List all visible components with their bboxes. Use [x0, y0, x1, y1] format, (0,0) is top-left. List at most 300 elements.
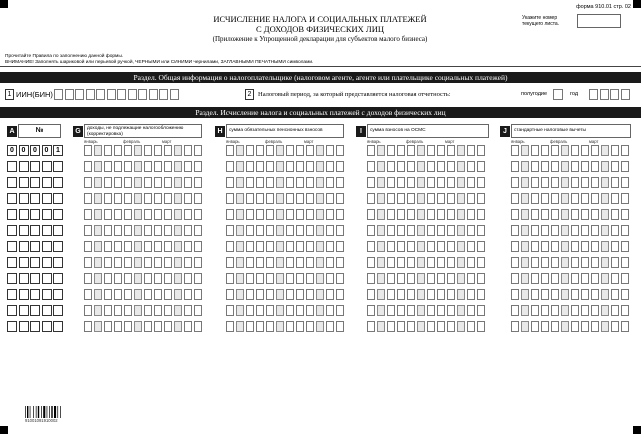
amount-cell[interactable]	[104, 289, 112, 300]
amount-cell[interactable]	[134, 289, 142, 300]
amount-cell[interactable]	[276, 257, 284, 268]
amount-cell[interactable]	[601, 209, 609, 220]
amount-cell[interactable]	[457, 257, 465, 268]
row-number-cell[interactable]	[42, 161, 52, 172]
amount-cell[interactable]	[154, 289, 162, 300]
amount-cell[interactable]	[541, 209, 549, 220]
amount-cell[interactable]	[286, 257, 294, 268]
row-number-cell[interactable]	[19, 257, 29, 268]
amount-cell[interactable]	[561, 241, 569, 252]
amount-cell[interactable]	[447, 177, 455, 188]
amount-cell[interactable]	[367, 289, 375, 300]
amount-cell[interactable]	[134, 273, 142, 284]
iin-digit-cell[interactable]	[128, 89, 137, 100]
amount-cell[interactable]	[174, 257, 182, 268]
amount-cell[interactable]	[174, 321, 182, 332]
amount-cell[interactable]	[367, 225, 375, 236]
year-digit-cell[interactable]	[600, 89, 609, 100]
amount-cell[interactable]	[521, 177, 529, 188]
row-number-cell[interactable]	[53, 177, 63, 188]
amount-cell[interactable]	[457, 161, 465, 172]
amount-cell[interactable]	[437, 305, 445, 316]
amount-cell[interactable]	[246, 225, 254, 236]
amount-cell[interactable]	[124, 225, 132, 236]
amount-cell[interactable]	[601, 177, 609, 188]
amount-cell[interactable]	[511, 225, 519, 236]
amount-cell[interactable]	[336, 289, 344, 300]
amount-cell[interactable]	[114, 177, 122, 188]
row-number-cell[interactable]	[19, 209, 29, 220]
row-number-cell[interactable]	[53, 305, 63, 316]
amount-cell[interactable]	[246, 289, 254, 300]
amount-cell[interactable]	[286, 161, 294, 172]
amount-cell[interactable]	[367, 305, 375, 316]
amount-cell[interactable]	[437, 193, 445, 204]
row-number-cell[interactable]	[30, 177, 40, 188]
amount-cell[interactable]	[467, 273, 475, 284]
amount-cell[interactable]	[407, 209, 415, 220]
amount-cell[interactable]	[134, 225, 142, 236]
amount-cell[interactable]	[621, 161, 629, 172]
amount-cell[interactable]	[367, 193, 375, 204]
amount-cell[interactable]	[276, 289, 284, 300]
amount-cell[interactable]	[326, 273, 334, 284]
amount-cell[interactable]	[276, 321, 284, 332]
amount-cell[interactable]	[581, 321, 589, 332]
amount-cell[interactable]	[377, 241, 385, 252]
amount-cell[interactable]	[601, 241, 609, 252]
amount-cell[interactable]	[226, 193, 234, 204]
amount-cell[interactable]	[477, 273, 485, 284]
amount-cell[interactable]	[296, 193, 304, 204]
amount-cell[interactable]	[94, 161, 102, 172]
amount-cell[interactable]	[457, 209, 465, 220]
amount-cell[interactable]	[521, 161, 529, 172]
amount-cell[interactable]	[184, 289, 192, 300]
amount-cell[interactable]	[114, 257, 122, 268]
amount-cell[interactable]	[427, 161, 435, 172]
amount-cell[interactable]	[571, 193, 579, 204]
amount-cell[interactable]	[104, 273, 112, 284]
row-number-cell[interactable]	[7, 321, 17, 332]
amount-cell[interactable]	[601, 273, 609, 284]
amount-cell[interactable]	[561, 161, 569, 172]
amount-cell[interactable]	[387, 321, 395, 332]
amount-cell[interactable]	[266, 193, 274, 204]
amount-cell[interactable]	[246, 257, 254, 268]
amount-cell[interactable]	[246, 161, 254, 172]
amount-cell[interactable]	[447, 193, 455, 204]
amount-cell[interactable]	[276, 241, 284, 252]
amount-cell[interactable]	[621, 305, 629, 316]
amount-cell[interactable]	[184, 225, 192, 236]
amount-cell[interactable]	[94, 177, 102, 188]
amount-cell[interactable]	[276, 305, 284, 316]
amount-cell[interactable]	[286, 241, 294, 252]
amount-cell[interactable]	[276, 273, 284, 284]
amount-cell[interactable]	[611, 177, 619, 188]
amount-cell[interactable]	[124, 241, 132, 252]
amount-cell[interactable]	[114, 209, 122, 220]
amount-cell[interactable]	[164, 273, 172, 284]
amount-cell[interactable]	[174, 177, 182, 188]
amount-cell[interactable]	[296, 145, 304, 156]
amount-cell[interactable]	[407, 273, 415, 284]
amount-cell[interactable]	[601, 257, 609, 268]
amount-cell[interactable]	[457, 193, 465, 204]
amount-cell[interactable]	[256, 193, 264, 204]
amount-cell[interactable]	[561, 257, 569, 268]
amount-cell[interactable]	[427, 193, 435, 204]
amount-cell[interactable]	[467, 193, 475, 204]
amount-cell[interactable]	[447, 209, 455, 220]
amount-cell[interactable]	[541, 257, 549, 268]
row-number-cell[interactable]	[42, 225, 52, 236]
amount-cell[interactable]	[246, 177, 254, 188]
amount-cell[interactable]	[164, 225, 172, 236]
amount-cell[interactable]	[571, 225, 579, 236]
amount-cell[interactable]	[194, 193, 202, 204]
amount-cell[interactable]	[427, 145, 435, 156]
amount-cell[interactable]	[84, 273, 92, 284]
amount-cell[interactable]	[316, 145, 324, 156]
row-number-cell[interactable]: 0	[7, 145, 17, 156]
amount-cell[interactable]	[511, 289, 519, 300]
amount-cell[interactable]	[541, 241, 549, 252]
amount-cell[interactable]	[457, 273, 465, 284]
amount-cell[interactable]	[581, 225, 589, 236]
amount-cell[interactable]	[377, 209, 385, 220]
amount-cell[interactable]	[154, 161, 162, 172]
amount-cell[interactable]	[551, 161, 559, 172]
amount-cell[interactable]	[447, 305, 455, 316]
amount-cell[interactable]	[621, 209, 629, 220]
amount-cell[interactable]	[296, 161, 304, 172]
iin-digit-cell[interactable]	[54, 89, 63, 100]
half-year-field[interactable]	[553, 89, 563, 100]
row-number-cell[interactable]	[19, 289, 29, 300]
amount-cell[interactable]	[591, 257, 599, 268]
amount-cell[interactable]	[571, 209, 579, 220]
amount-cell[interactable]	[286, 321, 294, 332]
amount-cell[interactable]	[561, 305, 569, 316]
amount-cell[interactable]	[326, 305, 334, 316]
amount-cell[interactable]	[94, 209, 102, 220]
amount-cell[interactable]	[437, 161, 445, 172]
amount-cell[interactable]	[94, 225, 102, 236]
amount-cell[interactable]	[184, 193, 192, 204]
amount-cell[interactable]	[154, 225, 162, 236]
amount-cell[interactable]	[531, 177, 539, 188]
row-number-cell[interactable]	[30, 305, 40, 316]
amount-cell[interactable]	[316, 241, 324, 252]
amount-cell[interactable]	[571, 177, 579, 188]
amount-cell[interactable]	[591, 177, 599, 188]
amount-cell[interactable]	[427, 273, 435, 284]
amount-cell[interactable]	[581, 161, 589, 172]
row-number-cell[interactable]	[7, 177, 17, 188]
amount-cell[interactable]	[256, 273, 264, 284]
amount-cell[interactable]	[124, 321, 132, 332]
amount-cell[interactable]	[194, 257, 202, 268]
amount-cell[interactable]	[104, 241, 112, 252]
amount-cell[interactable]	[336, 273, 344, 284]
amount-cell[interactable]	[601, 305, 609, 316]
amount-cell[interactable]	[194, 305, 202, 316]
row-number-cell[interactable]	[30, 241, 40, 252]
row-number-cell[interactable]	[7, 289, 17, 300]
amount-cell[interactable]	[276, 225, 284, 236]
amount-cell[interactable]	[397, 273, 405, 284]
amount-cell[interactable]	[266, 273, 274, 284]
amount-cell[interactable]	[286, 209, 294, 220]
amount-cell[interactable]	[326, 177, 334, 188]
amount-cell[interactable]	[144, 305, 152, 316]
amount-cell[interactable]	[134, 257, 142, 268]
amount-cell[interactable]	[417, 257, 425, 268]
amount-cell[interactable]	[387, 225, 395, 236]
amount-cell[interactable]	[124, 161, 132, 172]
amount-cell[interactable]	[236, 257, 244, 268]
amount-cell[interactable]	[286, 145, 294, 156]
amount-cell[interactable]	[226, 209, 234, 220]
amount-cell[interactable]	[571, 257, 579, 268]
amount-cell[interactable]	[621, 273, 629, 284]
amount-cell[interactable]	[296, 241, 304, 252]
amount-cell[interactable]	[551, 241, 559, 252]
amount-cell[interactable]	[84, 241, 92, 252]
amount-cell[interactable]	[591, 209, 599, 220]
amount-cell[interactable]	[621, 289, 629, 300]
amount-cell[interactable]	[477, 225, 485, 236]
row-number-cell[interactable]	[7, 305, 17, 316]
row-number-cell[interactable]	[19, 321, 29, 332]
amount-cell[interactable]	[194, 241, 202, 252]
amount-cell[interactable]	[266, 289, 274, 300]
amount-cell[interactable]	[377, 273, 385, 284]
amount-cell[interactable]	[407, 257, 415, 268]
amount-cell[interactable]	[174, 289, 182, 300]
amount-cell[interactable]	[336, 161, 344, 172]
amount-cell[interactable]	[621, 257, 629, 268]
amount-cell[interactable]	[571, 241, 579, 252]
iin-digit-cell[interactable]	[159, 89, 168, 100]
amount-cell[interactable]	[561, 225, 569, 236]
amount-cell[interactable]	[184, 145, 192, 156]
iin-digit-cell[interactable]	[86, 89, 95, 100]
amount-cell[interactable]	[437, 177, 445, 188]
amount-cell[interactable]	[134, 209, 142, 220]
amount-cell[interactable]	[417, 193, 425, 204]
amount-cell[interactable]	[256, 321, 264, 332]
amount-cell[interactable]	[134, 305, 142, 316]
amount-cell[interactable]	[164, 241, 172, 252]
amount-cell[interactable]	[174, 305, 182, 316]
amount-cell[interactable]	[457, 177, 465, 188]
amount-cell[interactable]	[306, 289, 314, 300]
amount-cell[interactable]	[511, 305, 519, 316]
amount-cell[interactable]	[467, 289, 475, 300]
amount-cell[interactable]	[266, 241, 274, 252]
amount-cell[interactable]	[276, 161, 284, 172]
amount-cell[interactable]	[417, 273, 425, 284]
amount-cell[interactable]	[531, 273, 539, 284]
amount-cell[interactable]	[124, 273, 132, 284]
amount-cell[interactable]	[114, 305, 122, 316]
row-number-cell[interactable]	[53, 289, 63, 300]
amount-cell[interactable]	[551, 145, 559, 156]
amount-cell[interactable]	[581, 177, 589, 188]
amount-cell[interactable]	[306, 241, 314, 252]
amount-cell[interactable]	[154, 321, 162, 332]
amount-cell[interactable]	[531, 225, 539, 236]
amount-cell[interactable]	[296, 209, 304, 220]
amount-cell[interactable]	[591, 193, 599, 204]
amount-cell[interactable]	[174, 273, 182, 284]
amount-cell[interactable]	[571, 273, 579, 284]
amount-cell[interactable]	[437, 289, 445, 300]
amount-cell[interactable]	[561, 193, 569, 204]
amount-cell[interactable]	[124, 305, 132, 316]
amount-cell[interactable]	[417, 145, 425, 156]
amount-cell[interactable]	[611, 225, 619, 236]
amount-cell[interactable]	[387, 193, 395, 204]
amount-cell[interactable]	[114, 145, 122, 156]
row-number-cell[interactable]	[7, 209, 17, 220]
amount-cell[interactable]	[336, 209, 344, 220]
amount-cell[interactable]	[387, 177, 395, 188]
amount-cell[interactable]	[591, 241, 599, 252]
amount-cell[interactable]	[336, 241, 344, 252]
amount-cell[interactable]	[397, 257, 405, 268]
amount-cell[interactable]	[306, 321, 314, 332]
page-number-field[interactable]	[577, 14, 621, 28]
amount-cell[interactable]	[467, 225, 475, 236]
amount-cell[interactable]	[316, 305, 324, 316]
amount-cell[interactable]	[236, 273, 244, 284]
amount-cell[interactable]	[236, 241, 244, 252]
amount-cell[interactable]	[541, 273, 549, 284]
amount-cell[interactable]	[541, 225, 549, 236]
amount-cell[interactable]	[226, 145, 234, 156]
amount-cell[interactable]	[407, 145, 415, 156]
amount-cell[interactable]	[326, 289, 334, 300]
amount-cell[interactable]	[94, 241, 102, 252]
row-number-cell[interactable]	[53, 241, 63, 252]
amount-cell[interactable]	[591, 305, 599, 316]
row-number-cell[interactable]	[53, 161, 63, 172]
amount-cell[interactable]	[387, 209, 395, 220]
amount-cell[interactable]	[84, 305, 92, 316]
amount-cell[interactable]	[276, 193, 284, 204]
amount-cell[interactable]	[94, 321, 102, 332]
amount-cell[interactable]	[367, 241, 375, 252]
amount-cell[interactable]	[114, 289, 122, 300]
amount-cell[interactable]	[377, 193, 385, 204]
amount-cell[interactable]	[134, 177, 142, 188]
amount-cell[interactable]	[164, 321, 172, 332]
amount-cell[interactable]	[621, 225, 629, 236]
amount-cell[interactable]	[174, 161, 182, 172]
amount-cell[interactable]	[286, 225, 294, 236]
amount-cell[interactable]	[407, 305, 415, 316]
amount-cell[interactable]	[377, 305, 385, 316]
amount-cell[interactable]	[367, 273, 375, 284]
amount-cell[interactable]	[591, 273, 599, 284]
row-number-cell[interactable]	[30, 193, 40, 204]
iin-digit-cell[interactable]	[117, 89, 126, 100]
amount-cell[interactable]	[144, 145, 152, 156]
amount-cell[interactable]	[256, 225, 264, 236]
amount-cell[interactable]	[316, 193, 324, 204]
amount-cell[interactable]	[236, 145, 244, 156]
amount-cell[interactable]	[601, 321, 609, 332]
amount-cell[interactable]	[531, 145, 539, 156]
amount-cell[interactable]	[611, 321, 619, 332]
amount-cell[interactable]	[377, 289, 385, 300]
amount-cell[interactable]	[521, 193, 529, 204]
amount-cell[interactable]	[561, 321, 569, 332]
year-digit-cell[interactable]	[621, 89, 630, 100]
amount-cell[interactable]	[601, 289, 609, 300]
amount-cell[interactable]	[194, 289, 202, 300]
amount-cell[interactable]	[521, 241, 529, 252]
amount-cell[interactable]	[367, 209, 375, 220]
amount-cell[interactable]	[256, 145, 264, 156]
amount-cell[interactable]	[447, 321, 455, 332]
amount-cell[interactable]	[144, 321, 152, 332]
iin-digit-cell[interactable]	[75, 89, 84, 100]
amount-cell[interactable]	[447, 273, 455, 284]
amount-cell[interactable]	[164, 161, 172, 172]
amount-cell[interactable]	[591, 161, 599, 172]
amount-cell[interactable]	[164, 145, 172, 156]
amount-cell[interactable]	[226, 321, 234, 332]
amount-cell[interactable]	[387, 145, 395, 156]
amount-cell[interactable]	[581, 209, 589, 220]
amount-cell[interactable]	[467, 177, 475, 188]
row-number-cell[interactable]	[42, 209, 52, 220]
amount-cell[interactable]	[236, 289, 244, 300]
amount-cell[interactable]	[397, 289, 405, 300]
amount-cell[interactable]	[541, 145, 549, 156]
amount-cell[interactable]	[561, 289, 569, 300]
amount-cell[interactable]	[184, 257, 192, 268]
amount-cell[interactable]	[154, 273, 162, 284]
amount-cell[interactable]	[226, 177, 234, 188]
amount-cell[interactable]	[447, 257, 455, 268]
amount-cell[interactable]	[581, 241, 589, 252]
amount-cell[interactable]	[437, 209, 445, 220]
amount-cell[interactable]	[256, 177, 264, 188]
amount-cell[interactable]	[184, 161, 192, 172]
year-digit-cell[interactable]	[589, 89, 598, 100]
amount-cell[interactable]	[397, 225, 405, 236]
amount-cell[interactable]	[561, 145, 569, 156]
row-number-cell[interactable]	[42, 321, 52, 332]
amount-cell[interactable]	[84, 193, 92, 204]
amount-cell[interactable]	[417, 305, 425, 316]
amount-cell[interactable]	[511, 241, 519, 252]
amount-cell[interactable]	[246, 193, 254, 204]
amount-cell[interactable]	[437, 241, 445, 252]
amount-cell[interactable]	[397, 305, 405, 316]
amount-cell[interactable]	[457, 289, 465, 300]
amount-cell[interactable]	[114, 273, 122, 284]
amount-cell[interactable]	[397, 193, 405, 204]
amount-cell[interactable]	[521, 225, 529, 236]
amount-cell[interactable]	[114, 193, 122, 204]
